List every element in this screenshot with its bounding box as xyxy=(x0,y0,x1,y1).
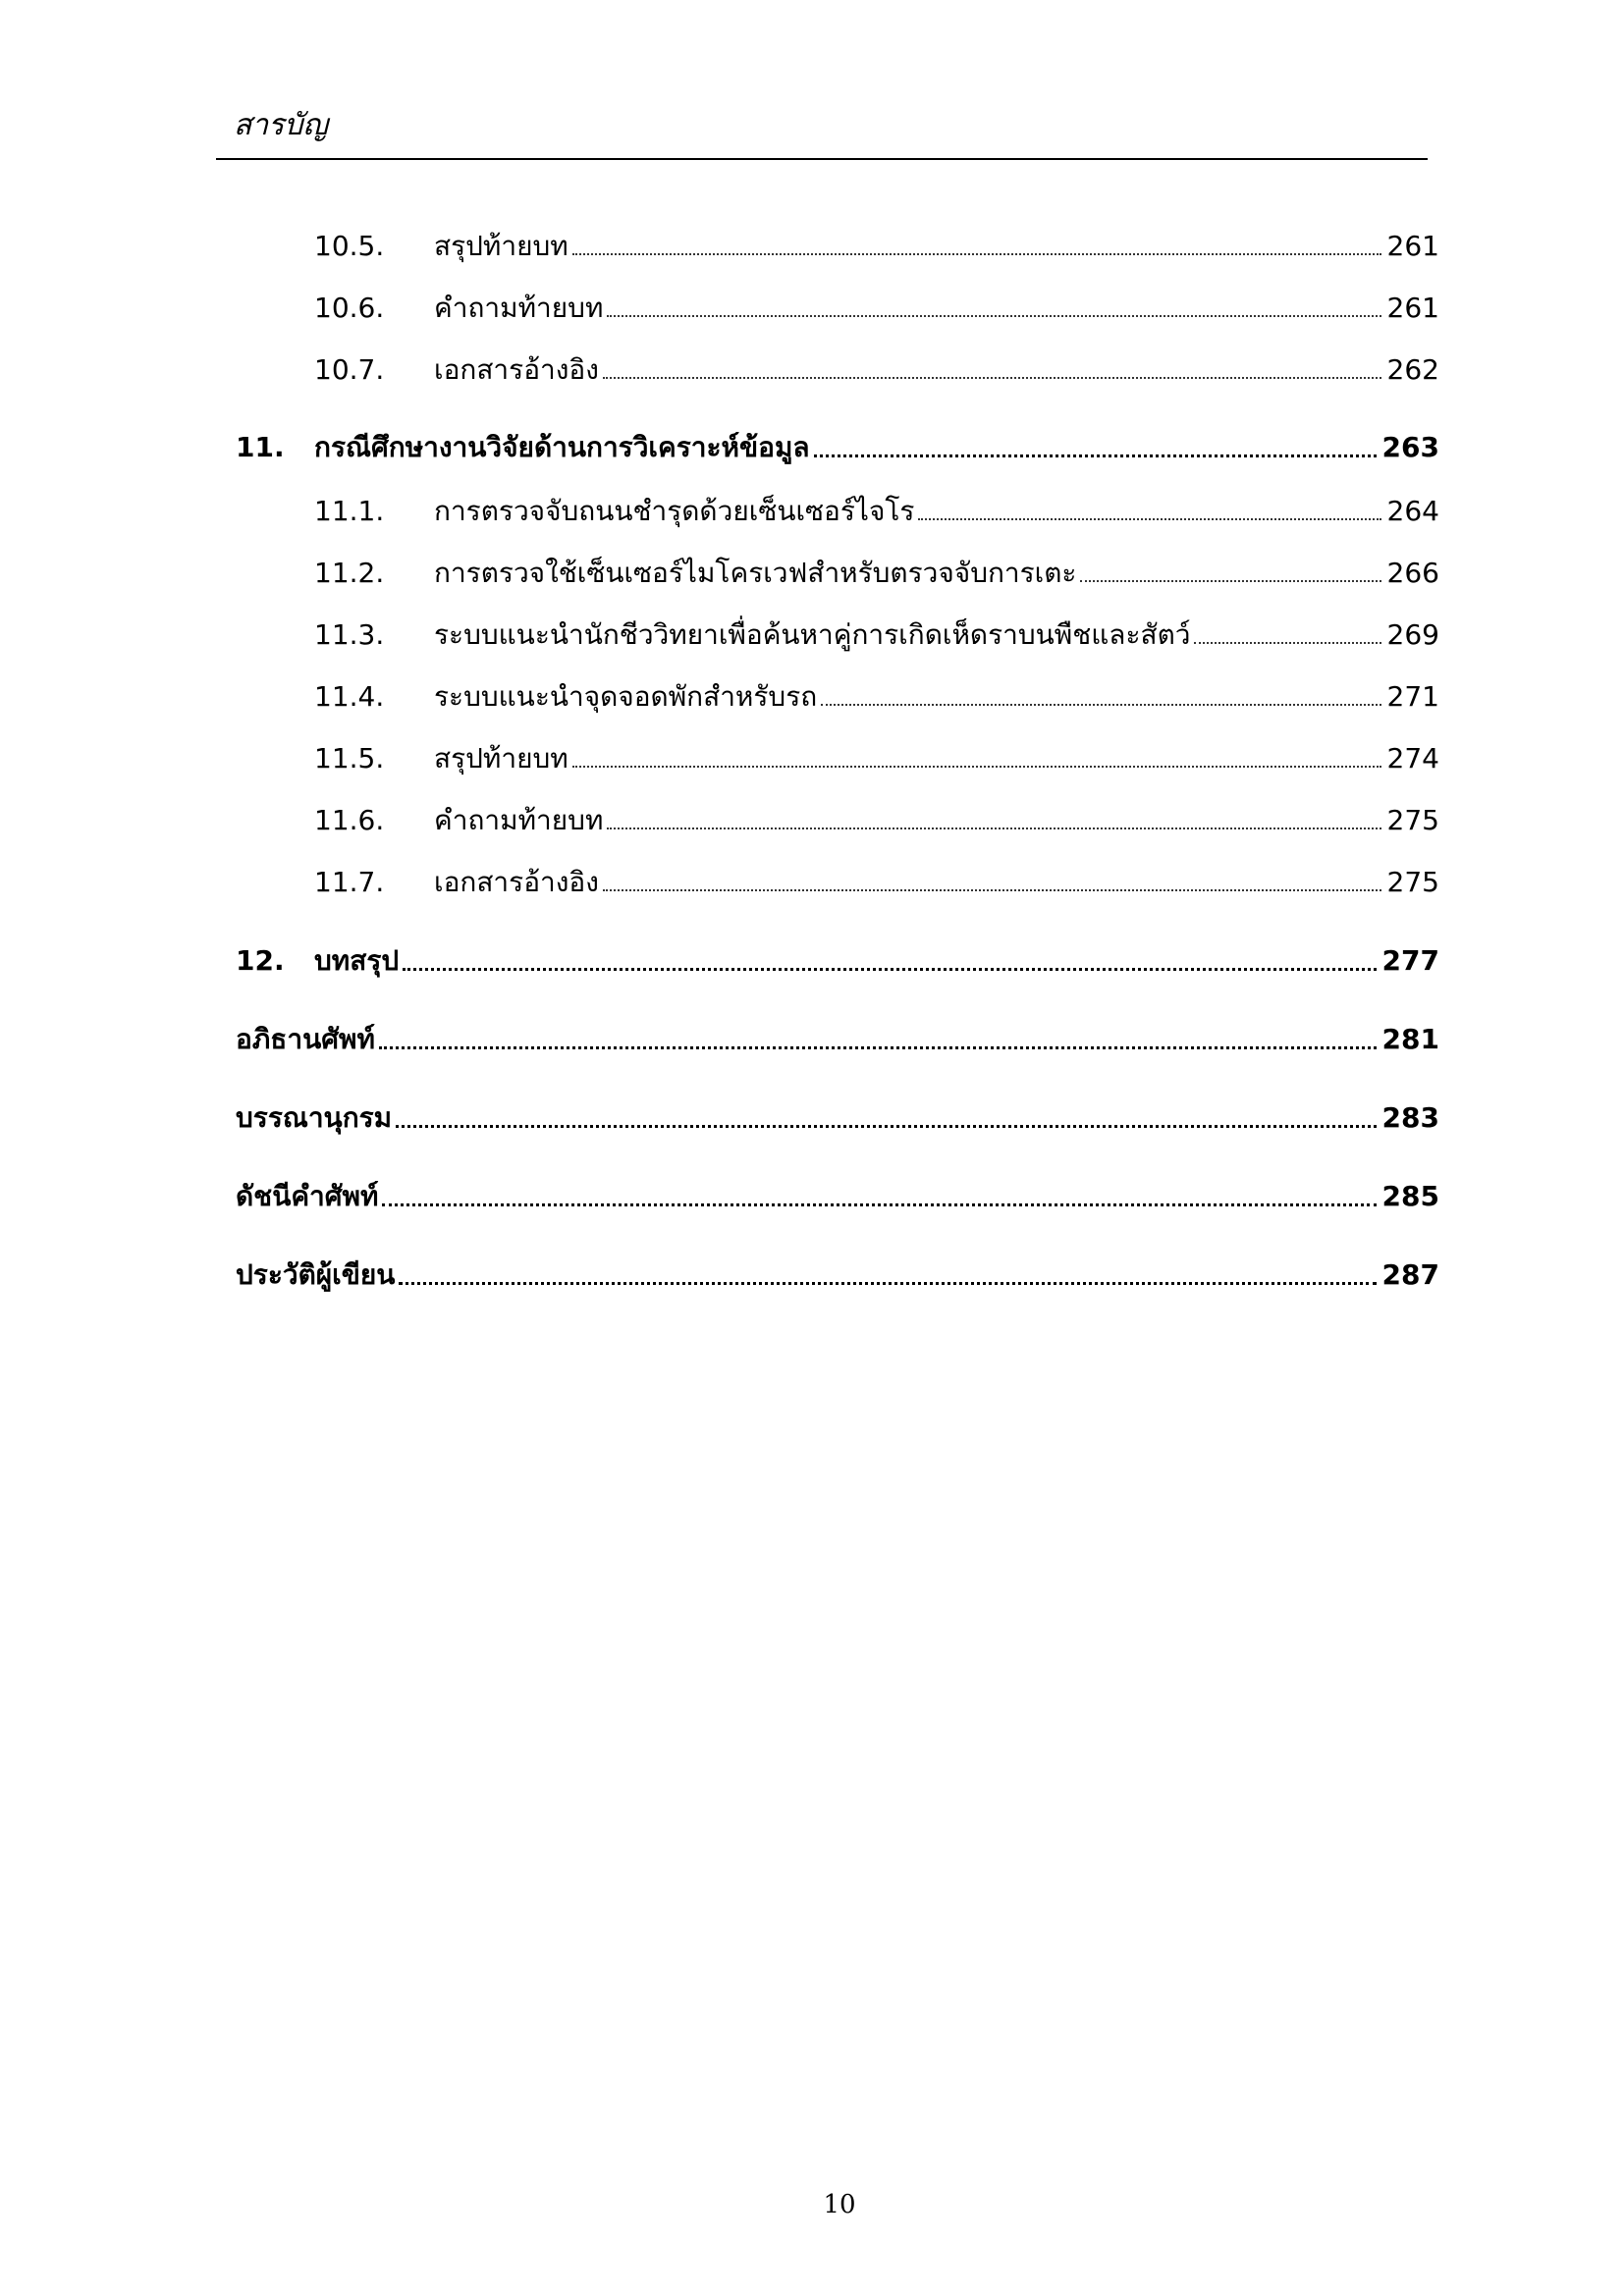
dot-leader xyxy=(607,828,1380,829)
toc-entry-11-6[interactable] xyxy=(0,800,1624,841)
dot-leader xyxy=(821,704,1380,706)
toc-chapter-number: 12. xyxy=(236,944,285,977)
toc-back-title: อภิธานศัพท์ xyxy=(236,1023,375,1055)
dot-leader xyxy=(572,253,1381,255)
toc-entry-title: สรุปท้ายบท xyxy=(434,742,568,774)
toc-entry-title: เอกสารอ้างอิง xyxy=(434,866,599,898)
toc-entry-page: 264 xyxy=(1386,495,1439,527)
dot-leader xyxy=(396,1125,1376,1128)
dot-leader xyxy=(814,454,1377,457)
toc-chapter-12[interactable] xyxy=(0,940,1624,982)
toc-entry-title: ระบบแนะนำนักชีววิทยาเพื่อค้นหาคู่การเกิดเห็ดราบนพืชและสัตว์ xyxy=(434,618,1191,651)
page-number: 10 xyxy=(823,2190,856,2219)
toc-back-page: 281 xyxy=(1381,1023,1439,1055)
toc-entry-11-1[interactable] xyxy=(0,491,1624,532)
toc-entry-11-3[interactable] xyxy=(0,614,1624,656)
toc-back-title: บรรณานุกรม xyxy=(236,1101,393,1134)
toc-author-bio[interactable] xyxy=(0,1255,1624,1296)
toc-bibliography[interactable] xyxy=(0,1097,1624,1139)
toc-entry-10-5[interactable] xyxy=(0,226,1624,267)
running-header: สารบัญ xyxy=(234,108,328,142)
toc-entry-page: 266 xyxy=(1386,557,1439,589)
toc-entry-page: 261 xyxy=(1386,292,1439,324)
toc-chapter-title: บทสรุป xyxy=(314,944,400,977)
toc-back-page: 285 xyxy=(1381,1180,1439,1212)
toc-chapter-page: 277 xyxy=(1381,944,1439,977)
toc-entry-10-7[interactable] xyxy=(0,349,1624,391)
toc-entry-page: 275 xyxy=(1386,804,1439,836)
toc-entry-11-4[interactable] xyxy=(0,676,1624,718)
toc-glossary[interactable] xyxy=(0,1019,1624,1060)
toc-back-page: 287 xyxy=(1381,1258,1439,1291)
toc-entry-number: 10.7. xyxy=(314,353,385,386)
toc-entry-number: 11.5. xyxy=(314,742,385,774)
toc-chapter-page: 263 xyxy=(1381,431,1439,463)
toc-entry-page: 271 xyxy=(1386,680,1439,713)
toc-chapter-number: 11. xyxy=(236,431,285,463)
toc-chapter-title: กรณีศึกษางานวิจัยด้านการวิเคราะห์ข้อมูล xyxy=(314,431,810,463)
toc-entry-number: 10.6. xyxy=(314,292,385,324)
toc-entry-number: 11.4. xyxy=(314,680,385,713)
toc-index[interactable] xyxy=(0,1176,1624,1217)
toc-back-title: ดัชนีคำศัพท์ xyxy=(236,1180,379,1212)
dot-leader xyxy=(1194,642,1380,644)
toc-entry-number: 11.3. xyxy=(314,618,385,651)
toc-entry-page: 261 xyxy=(1386,230,1439,262)
dot-leader xyxy=(399,1282,1376,1285)
toc-entry-title: คำถามท้ายบท xyxy=(434,292,604,324)
toc-entry-title: การตรวจจับถนนชำรุดด้วยเซ็นเซอร์ไจโร xyxy=(434,495,915,527)
toc-entry-title: ระบบแนะนำจุดจอดพักสำหรับรถ xyxy=(434,680,818,713)
toc-entry-page: 275 xyxy=(1386,866,1439,898)
dot-leader xyxy=(379,1046,1377,1049)
dot-leader xyxy=(918,518,1380,520)
toc-entry-page: 262 xyxy=(1386,353,1439,386)
dot-leader xyxy=(572,766,1381,768)
toc-entry-number: 11.6. xyxy=(314,804,385,836)
dot-leader xyxy=(1080,580,1380,582)
toc-entry-number: 11.7. xyxy=(314,866,385,898)
toc-entry-10-6[interactable] xyxy=(0,288,1624,329)
dot-leader xyxy=(603,889,1381,891)
toc-entry-title: สรุปท้ายบท xyxy=(434,230,568,262)
toc-entry-page: 274 xyxy=(1386,742,1439,774)
toc-entry-page: 269 xyxy=(1386,618,1439,651)
dot-leader xyxy=(603,377,1381,379)
toc-entry-number: 11.2. xyxy=(314,557,385,589)
toc-entry-11-7[interactable] xyxy=(0,862,1624,903)
toc-entry-title: คำถามท้ายบท xyxy=(434,804,604,836)
dot-leader xyxy=(382,1203,1376,1206)
toc-back-title: ประวัติผู้เขียน xyxy=(236,1258,396,1291)
dot-leader xyxy=(403,968,1376,971)
toc-entry-number: 11.1. xyxy=(314,495,385,527)
toc-entry-title: การตรวจใช้เซ็นเซอร์ไมโครเวฟสำหรับตรวจจับการเตะ xyxy=(434,557,1077,589)
toc-entry-11-5[interactable] xyxy=(0,738,1624,779)
toc-entry-number: 10.5. xyxy=(314,230,385,262)
toc-entry-11-2[interactable] xyxy=(0,553,1624,594)
toc-entry-title: เอกสารอ้างอิง xyxy=(434,353,599,386)
toc-chapter-11[interactable] xyxy=(0,427,1624,468)
toc-back-page: 283 xyxy=(1381,1101,1439,1134)
dot-leader xyxy=(607,315,1380,317)
